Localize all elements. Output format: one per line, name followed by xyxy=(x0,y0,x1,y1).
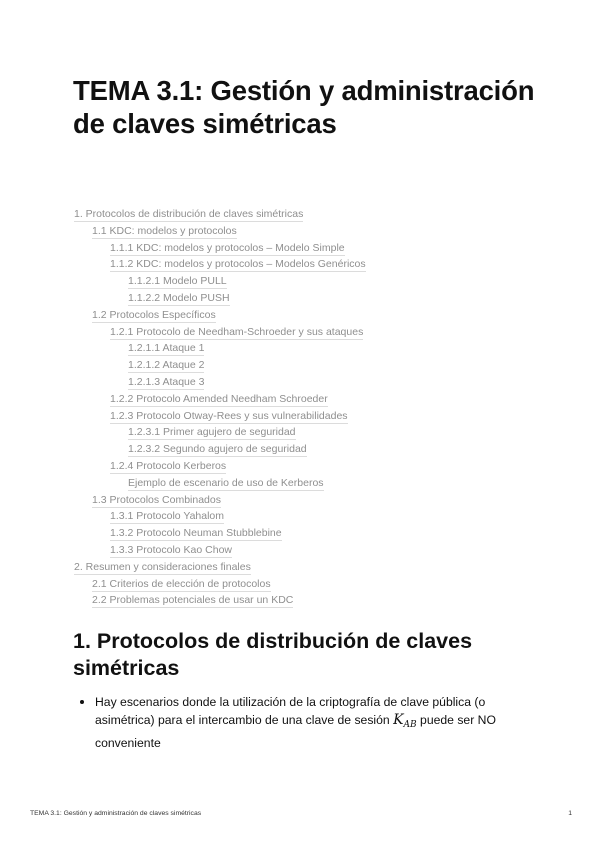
toc-item xyxy=(74,441,554,458)
toc-item xyxy=(74,290,554,307)
page-title: TEMA 3.1: Gestión y administración de claves simétricas xyxy=(73,75,535,139)
toc-link[interactable]: 1.1.1 KDC: modelos y protocolos – Modelo Simple xyxy=(110,241,345,254)
toc-link[interactable]: 1.3.2 Protocolo Neuman Stubblebine xyxy=(110,527,282,540)
toc-item xyxy=(74,357,554,374)
toc-link[interactable]: 1.2.3.2 Segundo agujero de seguridad xyxy=(128,443,307,456)
toc-item xyxy=(74,475,554,492)
toc-link[interactable]: 1.1 KDC: modelos y protocolos xyxy=(92,224,237,237)
toc-item xyxy=(74,508,554,525)
toc-item xyxy=(74,525,554,542)
toc-link[interactable]: 1.2.1 Protocolo de Needham-Schroeder y sus ataques xyxy=(110,325,364,338)
toc-item xyxy=(74,307,554,324)
toc-link[interactable]: 1.2.1.1 Ataque 1 xyxy=(128,342,205,355)
footer-page-number: 1 xyxy=(568,810,572,817)
toc-link[interactable]: 1.3.1 Protocolo Yahalom xyxy=(110,510,225,523)
toc-link[interactable]: 1.2.1.3 Ataque 3 xyxy=(128,375,205,388)
list-item xyxy=(73,693,543,752)
toc-item xyxy=(74,374,554,391)
bullet-list xyxy=(73,693,543,752)
table-of-contents xyxy=(74,206,554,609)
bullet-text-before: Hay escenarios donde la utilización de la criptografía de clave pública (o asimétrica) para el intercambio de una clave de sesión xyxy=(95,695,486,727)
toc-link[interactable]: 1.2.1.2 Ataque 2 xyxy=(128,359,205,372)
toc-link[interactable]: 1.2.3.1 Primer agujero de seguridad xyxy=(128,426,296,439)
toc-item xyxy=(74,206,554,223)
toc-item xyxy=(74,559,554,576)
toc-item xyxy=(74,240,554,257)
toc-item xyxy=(74,424,554,441)
toc-link[interactable]: 1.1.2.2 Modelo PUSH xyxy=(128,291,230,304)
toc-link[interactable]: 1. Protocolos de distribución de claves simétricas xyxy=(74,208,304,220)
toc-item xyxy=(74,340,554,357)
toc-item xyxy=(74,223,554,240)
math-subscript: AB xyxy=(403,720,417,730)
toc-link[interactable]: 1.1.2 KDC: modelos y protocolos – Modelos Genéricos xyxy=(110,258,366,271)
toc-item xyxy=(74,576,554,593)
toc-link[interactable]: 1.3.3 Protocolo Kao Chow xyxy=(110,543,232,556)
toc-item xyxy=(74,273,554,290)
toc-link[interactable]: 2.2 Problemas potenciales de usar un KDC xyxy=(92,594,294,607)
toc-item xyxy=(74,458,554,475)
toc-link[interactable]: 1.2.4 Protocolo Kerberos xyxy=(110,459,227,472)
math-symbol: K xyxy=(393,712,404,728)
toc-link[interactable]: 1.2 Protocolos Específicos xyxy=(92,308,216,321)
toc-item xyxy=(74,324,554,341)
footer-title: TEMA 3.1: Gestión y administración de claves simétricas xyxy=(30,810,202,817)
toc-link[interactable]: 2.1 Criterios de elección de protocolos xyxy=(92,577,271,590)
toc-item xyxy=(74,592,554,609)
toc-item xyxy=(74,256,554,273)
toc-link[interactable]: 1.2.2 Protocolo Amended Needham Schroeder xyxy=(110,392,328,405)
toc-item xyxy=(74,391,554,408)
math-formula xyxy=(393,712,417,728)
toc-link[interactable]: 2. Resumen y consideraciones finales xyxy=(74,560,251,573)
bullet-text-after: puede ser NO conveniente xyxy=(95,713,496,750)
toc-link[interactable]: 1.3 Protocolos Combinados xyxy=(92,493,221,506)
toc-item xyxy=(74,492,554,509)
toc-link[interactable]: 1.1.2.1 Modelo PULL xyxy=(128,275,227,288)
section-heading: 1. Protocolos de distribución de claves simétricas xyxy=(73,629,473,680)
toc-item xyxy=(74,408,554,425)
toc-item xyxy=(74,542,554,559)
bullet-dot-icon xyxy=(80,700,84,704)
toc-link[interactable]: Ejemplo de escenario de uso de Kerberos xyxy=(128,476,324,489)
toc-link[interactable]: 1.2.3 Protocolo Otway-Rees y sus vulnerabilidades xyxy=(110,409,348,422)
